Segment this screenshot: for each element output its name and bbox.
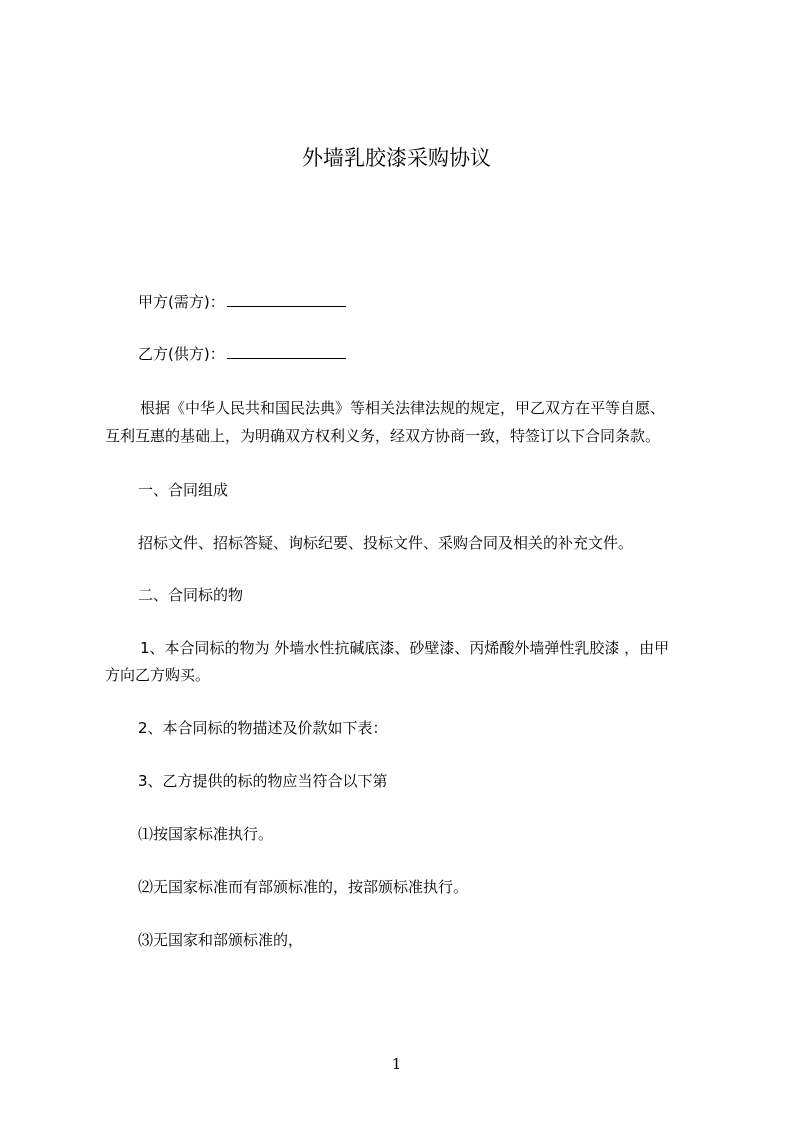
intro-line-1: 根据《中华人民共和国民法典》等相关法律法规的规定，甲乙双方在平等自愿、 <box>140 399 666 417</box>
item1-line-1: 1、本合同标的物为 外墙水性抗碱底漆、砂壁漆、丙烯酸外墙弹性乳胶漆 ，由甲 <box>140 639 670 657</box>
party-a-label: 甲方(需方)： <box>138 293 225 311</box>
item2: 2、本合同标的物描述及价款如下表： <box>138 719 388 737</box>
party-a-blank <box>227 292 346 307</box>
party-a-line <box>138 292 346 312</box>
party-b-line <box>138 344 346 364</box>
document-title: 外墙乳胶漆采购协议 <box>302 146 491 170</box>
section2-heading: 二、合同标的物 <box>138 586 244 604</box>
intro-line-2: 互利互惠的基础上，为明确双方权利义务，经双方协商一致，特签订以下合同条款。 <box>105 427 661 445</box>
sub-clause-2: ⑵无国家标准而有部颁标准的，按部颁标准执行。 <box>138 878 469 896</box>
section1-body: 招标文件、招标答疑、询标纪要、投标文件、采购合同及相关的补充文件。 <box>138 534 634 552</box>
item1-line-2: 方向乙方购买。 <box>105 666 211 684</box>
sub-clause-3: ⑶无国家和部颁标准的， <box>138 931 304 949</box>
section1-heading: 一、合同组成 <box>138 481 229 499</box>
sub-clause-1: ⑴按国家标准执行。 <box>138 825 274 843</box>
party-b-blank <box>227 344 346 359</box>
item3: 3、乙方提供的标的物应当符合以下第 <box>138 772 388 790</box>
page-number: 1 <box>391 1055 402 1073</box>
party-b-label: 乙方(供方)： <box>138 345 225 363</box>
